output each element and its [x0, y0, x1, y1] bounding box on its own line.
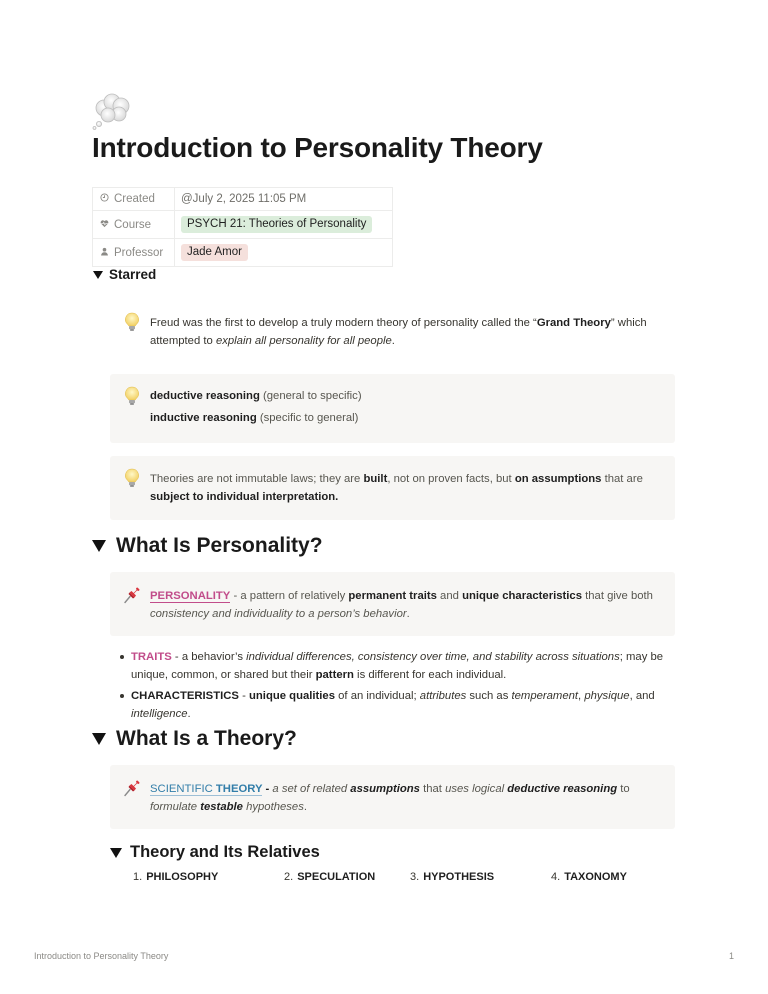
toggle-what-is-a-theory[interactable]: [92, 727, 297, 751]
page-title: Introduction to Personality Theory: [92, 132, 543, 163]
list-item-hypothesis: 3. HYPOTHESIS: [410, 871, 495, 883]
callout-text: SCIENTIFIC THEORY - a set of related assumptions that uses logical deductive reasoning to formulate testable hypotheses.: [150, 783, 630, 813]
property-row-professor[interactable]: [93, 239, 393, 267]
property-row-course[interactable]: [93, 211, 393, 239]
callout-text: Theories are not immutable laws; they are built, not on proven facts, but on assumptions that are subject to individual interpretation.: [150, 473, 643, 503]
course-tag[interactable]: PSYCH 21: Theories of Personality: [181, 216, 372, 233]
heart-rate-icon: [99, 219, 109, 230]
toggle-heading: What Is a Theory?: [116, 727, 297, 750]
toggle-triangle-icon[interactable]: [93, 271, 103, 279]
property-key: Created: [114, 193, 155, 205]
property-key: Professor: [114, 246, 164, 259]
property-key: Course: [114, 218, 152, 231]
person-icon: [99, 247, 109, 258]
callout-freud: [110, 300, 675, 358]
toggle-triangle-icon[interactable]: [110, 848, 122, 858]
clock-icon: [99, 193, 109, 204]
property-value-created[interactable]: @July 2, 2025 11:05 PM: [175, 188, 393, 211]
callout-theories-assumptions: [110, 456, 675, 520]
lightbulb-icon: [123, 312, 141, 332]
list-item-philosophy: 1. PHILOSOPHY: [133, 871, 219, 883]
lightbulb-icon: [123, 386, 141, 406]
relatives-numbered-list: [133, 871, 627, 883]
callout-scientific-theory: [110, 765, 675, 829]
list-item-taxonomy: 4. TAXONOMY: [551, 871, 627, 883]
list-item-traits: TRAITS - a behavior’s individual differences, consistency over time, and stability across situations; may be unique, common, or shared but their pattern is different for each individual.: [118, 648, 678, 684]
term-scientific-theory[interactable]: SCIENTIFIC THEORY: [150, 783, 263, 795]
toggle-heading: Starred: [109, 267, 157, 282]
callout-line-inductive: inductive reasoning (specific to general): [150, 412, 359, 424]
toggle-triangle-icon[interactable]: [92, 733, 106, 745]
personality-bullet-list: [118, 648, 678, 726]
lightbulb-icon: [123, 468, 141, 488]
toggle-what-is-personality[interactable]: [92, 534, 323, 558]
callout-personality-definition: [110, 572, 675, 636]
callout-line-deductive: deductive reasoning (general to specific): [150, 390, 362, 402]
term-personality[interactable]: PERSONALITY: [150, 590, 231, 602]
properties-table: [92, 187, 393, 267]
footer-page-number: 1: [728, 951, 734, 961]
toggle-starred[interactable]: [93, 267, 156, 282]
list-item-speculation: 2. SPECULATION: [284, 871, 376, 883]
toggle-heading: Theory and Its Relatives: [130, 843, 320, 861]
toggle-theory-relatives[interactable]: [110, 843, 320, 862]
toggle-heading: What Is Personality?: [116, 534, 323, 557]
thought-balloon-icon: [91, 92, 133, 130]
callout-text: PERSONALITY - a pattern of relatively permanent traits and unique characteristics that give both consistency and individuality to a person’s behavior.: [150, 590, 653, 620]
footer-title: Introduction to Personality Theory: [34, 951, 169, 961]
callout-reasoning: [110, 374, 675, 443]
pushpin-icon: [122, 778, 140, 798]
property-row-created[interactable]: [93, 188, 393, 211]
toggle-triangle-icon[interactable]: [92, 540, 106, 552]
professor-tag[interactable]: Jade Amor: [181, 244, 248, 261]
pushpin-icon: [122, 585, 140, 605]
list-item-characteristics: CHARACTERISTICS - unique qualities of an individual; attributes such as temperament, physique, and intelligence.: [118, 687, 678, 723]
callout-text: Freud was the first to develop a truly modern theory of personality called the “Grand Theory” which attempted to explain all personality for all people.: [150, 317, 647, 347]
